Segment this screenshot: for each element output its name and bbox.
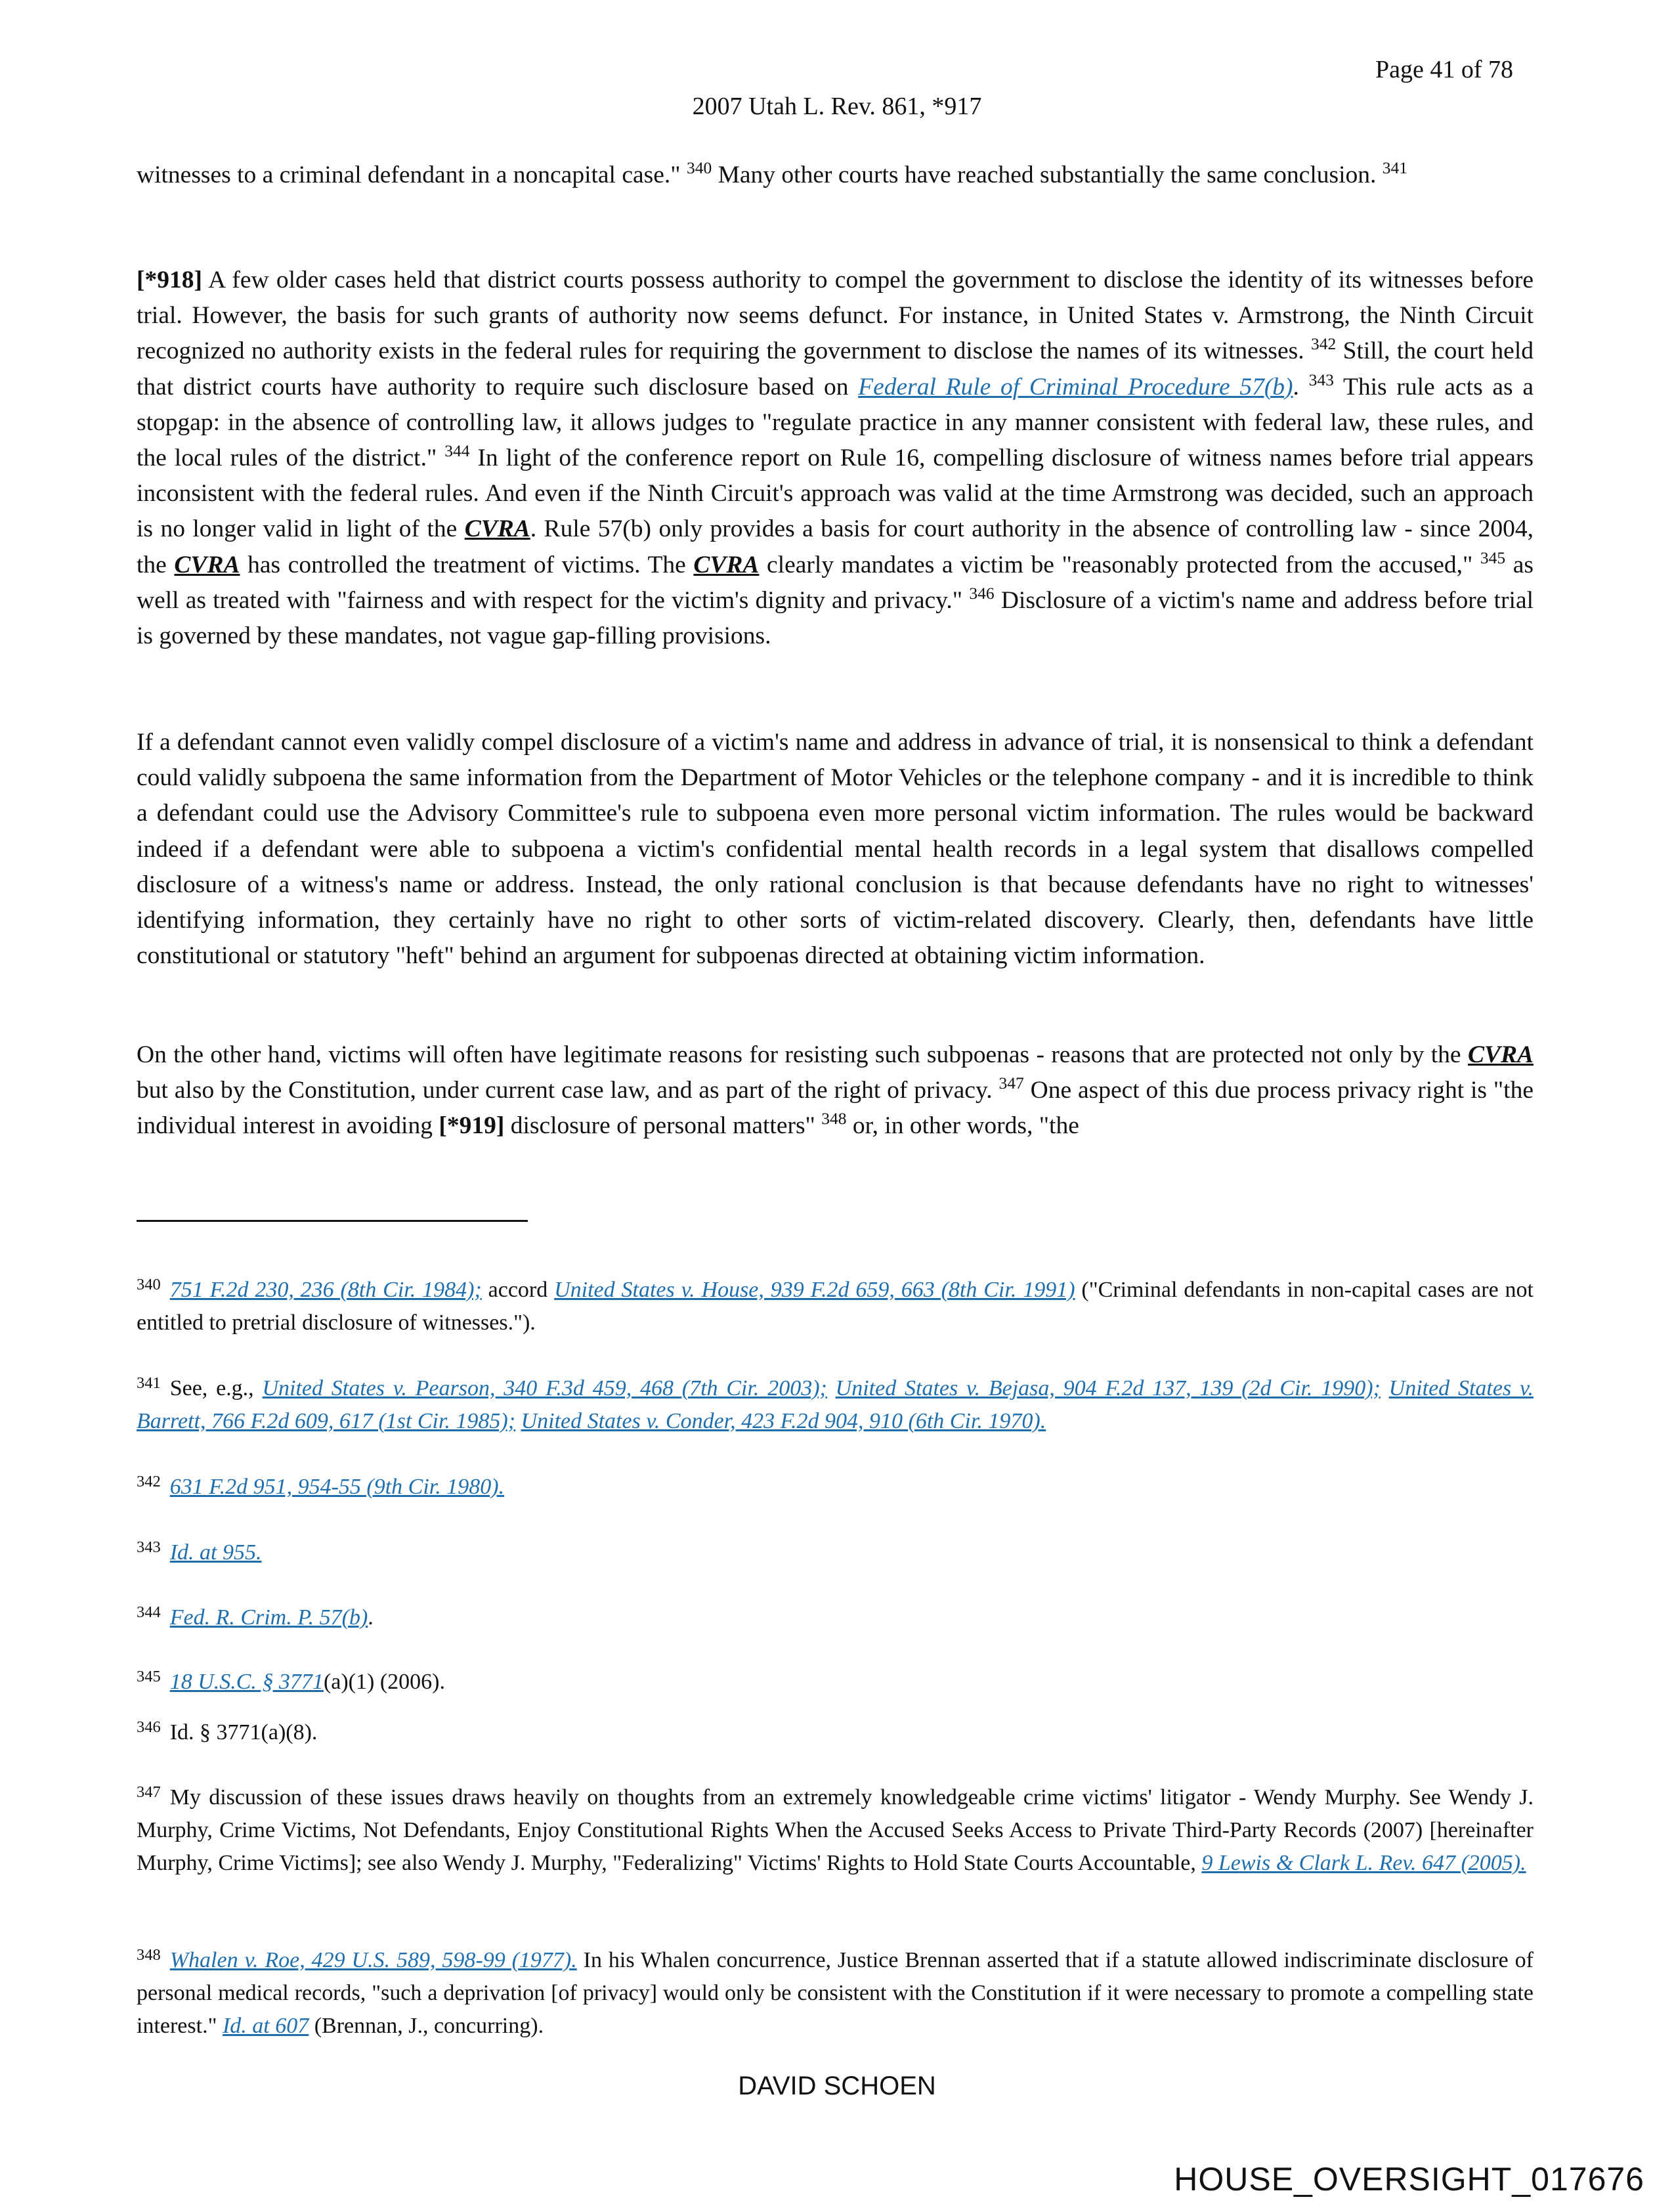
footnote-number: 343 bbox=[137, 1538, 161, 1556]
body-paragraph bbox=[137, 263, 1534, 654]
text-run: or, in other words, "the bbox=[846, 1112, 1079, 1140]
footnote-number: 340 bbox=[137, 1275, 161, 1293]
text-run: clearly mandates a victim be "reasonably protected from the accused," bbox=[759, 551, 1480, 578]
footnote-number: 347 bbox=[137, 1783, 161, 1801]
citation-link[interactable]: Id. at 607 bbox=[222, 2014, 309, 2038]
footnote-number: 345 bbox=[137, 1667, 161, 1685]
citation-link[interactable]: Whalen v. Roe, 429 U.S. 589, 598-99 (1977). bbox=[169, 1948, 577, 1972]
body-paragraph bbox=[137, 725, 1534, 974]
footnote-ref[interactable]: 346 bbox=[969, 583, 995, 603]
footnote bbox=[137, 1471, 1534, 1504]
citation-link[interactable]: 18 U.S.C. § 3771 bbox=[169, 1670, 324, 1694]
citation-link[interactable]: United States v. Bejasa, 904 F.2d 137, 139 (2d Cir. 1990); bbox=[835, 1376, 1381, 1400]
text-run: In his Whalen concurrence, Justice Brennan asserted that if a statute allowed indiscriminate disclosure of personal medical records, "such a deprivation [of privacy] would only be consistent with the Constitution if it were necessary to promote a compelling state interest." bbox=[137, 1948, 1534, 2038]
text-run: has controlled the treatment of victims. The bbox=[240, 551, 694, 578]
footnote bbox=[137, 1536, 1534, 1569]
page-number: Page 41 of 78 bbox=[1375, 56, 1513, 83]
bates-number: HOUSE_OVERSIGHT_017676 bbox=[1174, 2161, 1644, 2198]
text-run: This rule acts as a stopgap: in the absence of controlling law, it allows judges to "regulate practice in any manner consistent with federal law, these rules, and the local rules of the district." bbox=[137, 373, 1534, 472]
citation-link[interactable]: 9 Lewis & Clark L. Rev. 647 (2005). bbox=[1201, 1851, 1526, 1875]
body-paragraph bbox=[137, 1037, 1534, 1144]
text-run: . bbox=[1293, 373, 1309, 401]
citation-link[interactable]: Federal Rule of Criminal Procedure 57(b) bbox=[858, 373, 1293, 401]
text-run: My discussion of these issues draws heavily on thoughts from an extremely knowledgeable crime victims' litigator - Wendy Murphy. See Wendy J. Murphy, Crime Victims, Not Defendants, Enjoy Constitutional Rights When the Accused Seeks Access to Private Third-Party Records (2007) [hereinafter Murphy, Crime Victims]; see also Wendy J. Murphy, "Federalizing" Victims' Rights to Hold State Courts Accountable, bbox=[137, 1785, 1534, 1875]
citation-link[interactable]: 631 F.2d 951, 954-55 (9th Cir. 1980). bbox=[169, 1475, 505, 1499]
text-run: . Rule 57(b) only provides a basis for court authority in the absence of controlling law - since 2004, the bbox=[137, 515, 1534, 578]
footnote-number: 348 bbox=[137, 1945, 161, 1964]
footnote bbox=[137, 1716, 1534, 1749]
text-run bbox=[1381, 1376, 1389, 1400]
footnote-divider bbox=[137, 1220, 528, 1222]
citation-link[interactable]: Id. at 955. bbox=[169, 1540, 262, 1565]
footnote bbox=[137, 1944, 1534, 2043]
text-run bbox=[827, 1376, 836, 1400]
text-run: but also by the Constitution, under current case law, and as part of the right of privacy. bbox=[137, 1077, 999, 1104]
text-run: Still, the court held that district courts have authority to require such disclosure based on bbox=[137, 337, 1534, 401]
cvra-term: CVRA bbox=[174, 551, 240, 578]
text-run: In light of the conference report on Rule 16, compelling disclosure of witness names before trial appears inconsistent with the federal rules. And even if the Ninth Circuit's approach was valid at the time Armstrong was decided, such an approach is no longer valid in light of the bbox=[137, 445, 1534, 543]
citation-link[interactable]: United States v. Conder, 423 F.2d 904, 910 (6th Cir. 1970). bbox=[521, 1409, 1046, 1433]
text-run: . bbox=[368, 1605, 374, 1630]
text-run: (a)(1) (2006). bbox=[323, 1670, 445, 1694]
body-paragraph bbox=[137, 158, 1534, 193]
text-run: If a defendant cannot even validly compel disclosure of a victim's name and address in advance of trial, it is nonsensical to think a defendant could validly subpoena the same information from the Department of Motor Vehicles or the telephone company - and it is incredible to think a defendant could use the Advisory Committee's rule to subpoena even more personal victim information. The rules would be backward indeed if a defendant were able to subpoena a victim's confidential mental health records in a legal system that disallows compelled disclosure of a witness's name or address. Instead, the only rational conclusion is that because defendants have no right to witnesses' identifying information, they certainly have no right to other sorts of victim-related discovery. Clearly, then, defendants have little constitutional or statutory "heft" behind an argument for subpoenas directed at obtaining victim information. bbox=[137, 729, 1534, 970]
footnote bbox=[137, 1601, 1534, 1634]
text-run: See, e.g., bbox=[169, 1376, 263, 1400]
footnote-ref[interactable]: 348 bbox=[821, 1109, 847, 1129]
footnote-ref[interactable]: 344 bbox=[444, 441, 470, 460]
text-run: accord bbox=[481, 1278, 555, 1302]
footnote bbox=[137, 1781, 1534, 1880]
text-run: On the other hand, victims will often have legitimate reasons for resisting such subpoenas - reasons that are protected not only by the bbox=[137, 1041, 1468, 1068]
text-run: Disclosure of a victim's name and address before trial is governed by these mandates, not vague gap-filling provisions. bbox=[137, 586, 1534, 650]
footnote-ref[interactable]: 345 bbox=[1480, 548, 1506, 567]
footnote-number: 346 bbox=[137, 1718, 161, 1736]
text-run: as well as treated with "fairness and with respect for the victim's dignity and privacy." bbox=[137, 551, 1534, 614]
citation-link[interactable]: United States v. Pearson, 340 F.3d 459, 468 (7th Cir. 2003); bbox=[262, 1376, 827, 1400]
text-run bbox=[515, 1409, 521, 1433]
text-run: disclosure of personal matters" bbox=[504, 1112, 822, 1140]
footnote bbox=[137, 1274, 1534, 1339]
footnote-ref[interactable]: 341 bbox=[1382, 158, 1408, 177]
footnote-ref[interactable]: 340 bbox=[686, 158, 712, 177]
footnote-number: 342 bbox=[137, 1472, 161, 1490]
footnote-ref[interactable]: 342 bbox=[1310, 334, 1337, 354]
text-run: One aspect of this due process privacy right is "the individual interest in avoiding bbox=[137, 1077, 1534, 1140]
footnote bbox=[137, 1372, 1534, 1438]
star-page-marker: [*918] bbox=[137, 267, 202, 293]
footnote bbox=[137, 1666, 1534, 1699]
citation-link[interactable]: United States v. Barrett, 766 F.2d 609, 617 (1st Cir. 1985); bbox=[137, 1376, 1534, 1433]
cvra-term: CVRA bbox=[693, 551, 760, 578]
footnote-number: 344 bbox=[137, 1603, 161, 1621]
citation-link[interactable]: Fed. R. Crim. P. 57(b) bbox=[169, 1605, 368, 1630]
text-run: Id. § 3771(a)(8). bbox=[169, 1720, 318, 1745]
footnote-ref[interactable]: 343 bbox=[1308, 370, 1334, 389]
cvra-term: CVRA bbox=[464, 515, 530, 543]
star-page-marker: [*919] bbox=[439, 1112, 505, 1140]
footnote-number: 341 bbox=[137, 1374, 161, 1392]
footnote-ref[interactable]: 347 bbox=[998, 1073, 1024, 1093]
citation-link[interactable]: United States v. House, 939 F.2d 659, 663 (8th Cir. 1991) bbox=[554, 1278, 1075, 1302]
text-run: witnesses to a criminal defendant in a noncapital case." bbox=[137, 162, 687, 188]
text-run: ("Criminal defendants in non-capital cases are not entitled to pretrial disclosure of witnesses."). bbox=[137, 1278, 1534, 1335]
text-run: (Brennan, J., concurring). bbox=[309, 2014, 544, 2038]
citation-link[interactable]: 751 F.2d 230, 236 (8th Cir. 1984); bbox=[169, 1278, 482, 1302]
cvra-term: CVRA bbox=[1467, 1041, 1534, 1068]
text-run: Many other courts have reached substantially the same conclusion. bbox=[712, 162, 1383, 188]
text-run: A few older cases held that district courts possess authority to compel the government to disclose the identity of its witnesses before trial. However, the basis for such grants of authority now seems defunct. For instance, in United States v. Armstrong, the Ninth Circuit recognized no authority exists in the federal rules for requiring the government to disclose the names of its witnesses. bbox=[137, 267, 1534, 365]
footer-name: DAVID SCHOEN bbox=[738, 2071, 936, 2100]
running-head: 2007 Utah L. Rev. 861, *917 bbox=[692, 93, 982, 120]
